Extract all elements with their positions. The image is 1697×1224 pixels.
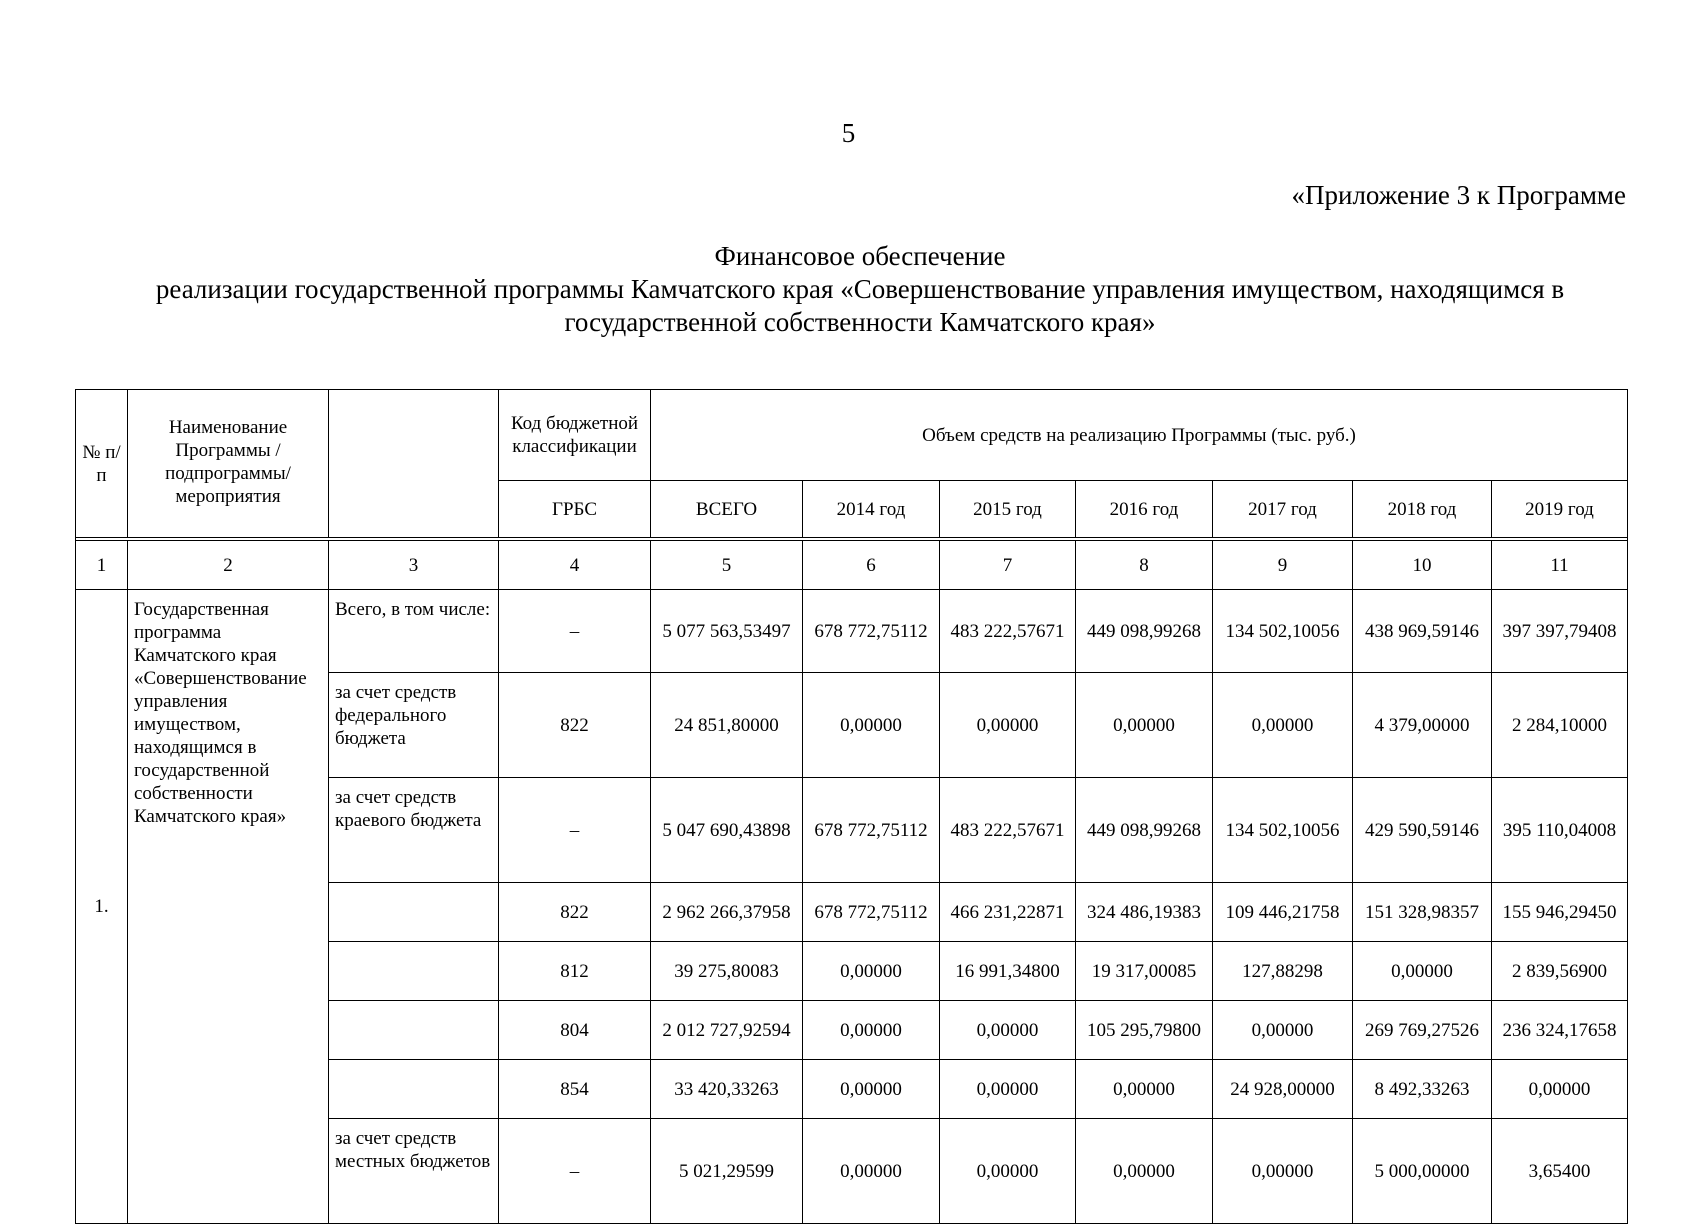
header-row-1 <box>76 390 1628 481</box>
amount-2017: 109 446,21758 <box>1213 883 1353 942</box>
grbs-code: 854 <box>499 1060 651 1119</box>
amount-2017: 0,00000 <box>1213 1001 1353 1060</box>
funding-source: за счет средств федерального бюджета <box>329 673 499 778</box>
amount-2019: 2 284,10000 <box>1492 673 1628 778</box>
funding-source: за счет средств местных бюджетов <box>329 1119 499 1224</box>
header-year: 2018 год <box>1353 481 1492 538</box>
amount-2014: 0,00000 <box>803 1119 940 1224</box>
amount-2019: 397 397,79408 <box>1492 590 1628 673</box>
amount-2016: 19 317,00085 <box>1076 942 1213 1001</box>
table-row <box>76 590 1628 673</box>
funding-source <box>329 1060 499 1119</box>
amount-2015: 16 991,34800 <box>940 942 1076 1001</box>
document-title <box>85 240 1635 339</box>
amount-total: 33 420,33263 <box>651 1060 803 1119</box>
funding-source: Всего, в том числе: <box>329 590 499 673</box>
amount-2015: 483 222,57671 <box>940 590 1076 673</box>
amount-2015: 0,00000 <box>940 673 1076 778</box>
amount-2016: 324 486,19383 <box>1076 883 1213 942</box>
amount-2017: 24 928,00000 <box>1213 1060 1353 1119</box>
header-year: 2016 год <box>1076 481 1213 538</box>
amount-2016: 449 098,99268 <box>1076 778 1213 883</box>
amount-total: 24 851,80000 <box>651 673 803 778</box>
grbs-code: 822 <box>499 883 651 942</box>
header-year: 2017 год <box>1213 481 1353 538</box>
amount-2019: 236 324,17658 <box>1492 1001 1628 1060</box>
amount-2014: 678 772,75112 <box>803 778 940 883</box>
amount-2018: 5 000,00000 <box>1353 1119 1492 1224</box>
amount-2016: 0,00000 <box>1076 1060 1213 1119</box>
amount-2017: 127,88298 <box>1213 942 1353 1001</box>
amount-2016: 449 098,99268 <box>1076 590 1213 673</box>
financing-table <box>75 389 1628 1224</box>
amount-2015: 0,00000 <box>940 1060 1076 1119</box>
amount-2019: 3,65400 <box>1492 1119 1628 1224</box>
column-number: 9 <box>1213 541 1353 590</box>
row-number: 1. <box>76 590 128 1224</box>
amount-2016: 105 295,79800 <box>1076 1001 1213 1060</box>
amount-total: 2 962 266,37958 <box>651 883 803 942</box>
title-line-2: реализации государственной программы Камчатского края «Совершенствование управления имуществом, находящимся в <box>155 274 1565 304</box>
amount-2014: 678 772,75112 <box>803 883 940 942</box>
column-number: 5 <box>651 541 803 590</box>
amount-2018: 0,00000 <box>1353 942 1492 1001</box>
header-year: 2015 год <box>940 481 1076 538</box>
amount-2015: 466 231,22871 <box>940 883 1076 942</box>
amount-2017: 0,00000 <box>1213 673 1353 778</box>
amount-2018: 8 492,33263 <box>1353 1060 1492 1119</box>
column-number: 11 <box>1492 541 1628 590</box>
header-num: № п/п <box>76 390 128 538</box>
header-code: Код бюджетной классификации <box>499 390 651 481</box>
amount-total: 5 047 690,43898 <box>651 778 803 883</box>
column-number: 7 <box>940 541 1076 590</box>
amount-2014: 0,00000 <box>803 1060 940 1119</box>
column-number: 6 <box>803 541 940 590</box>
funding-source <box>329 942 499 1001</box>
column-number: 1 <box>76 541 128 590</box>
title-line-3: государственной собственности Камчатского края» <box>564 307 1156 337</box>
amount-2018: 429 590,59146 <box>1353 778 1492 883</box>
column-number: 8 <box>1076 541 1213 590</box>
grbs-code: 812 <box>499 942 651 1001</box>
amount-2014: 678 772,75112 <box>803 590 940 673</box>
column-number-row <box>76 541 1628 590</box>
funding-source: за счет средств краевого бюджета <box>329 778 499 883</box>
header-grbs: ГРБС <box>499 481 651 538</box>
amount-2016: 0,00000 <box>1076 1119 1213 1224</box>
amount-2017: 134 502,10056 <box>1213 778 1353 883</box>
grbs-code: – <box>499 778 651 883</box>
amount-2017: 0,00000 <box>1213 1119 1353 1224</box>
amount-2019: 0,00000 <box>1492 1060 1628 1119</box>
column-number: 3 <box>329 541 499 590</box>
amount-2018: 438 969,59146 <box>1353 590 1492 673</box>
amount-total: 2 012 727,92594 <box>651 1001 803 1060</box>
amount-2019: 395 110,04008 <box>1492 778 1628 883</box>
amount-total: 5 021,29599 <box>651 1119 803 1224</box>
amount-total: 39 275,80083 <box>651 942 803 1001</box>
header-total: ВСЕГО <box>651 481 803 538</box>
amount-2018: 4 379,00000 <box>1353 673 1492 778</box>
amount-2019: 2 839,56900 <box>1492 942 1628 1001</box>
header-name: Наименование Программы /подпрограммы/ мероприятия <box>128 390 329 538</box>
amount-total: 5 077 563,53497 <box>651 590 803 673</box>
title-line-1: Финансовое обеспечение <box>714 241 1006 271</box>
column-number: 2 <box>128 541 329 590</box>
grbs-code: 804 <box>499 1001 651 1060</box>
amount-2015: 0,00000 <box>940 1119 1076 1224</box>
amount-2014: 0,00000 <box>803 942 940 1001</box>
amount-2017: 134 502,10056 <box>1213 590 1353 673</box>
program-name: Государственная программа Камчатского края «Совершенствование управления имуществом, находящимся в государственной собственности Камчатского края» <box>128 590 329 1224</box>
amount-2014: 0,00000 <box>803 673 940 778</box>
column-number: 10 <box>1353 541 1492 590</box>
amount-2015: 0,00000 <box>940 1001 1076 1060</box>
amount-2018: 269 769,27526 <box>1353 1001 1492 1060</box>
amount-2016: 0,00000 <box>1076 673 1213 778</box>
amount-2015: 483 222,57671 <box>940 778 1076 883</box>
header-year: 2014 год <box>803 481 940 538</box>
appendix-label: «Приложение 3 к Программе <box>1291 180 1626 210</box>
funding-source <box>329 883 499 942</box>
grbs-code: – <box>499 1119 651 1224</box>
amount-2018: 151 328,98357 <box>1353 883 1492 942</box>
column-number: 4 <box>499 541 651 590</box>
header-year: 2019 год <box>1492 481 1628 538</box>
funding-source <box>329 1001 499 1060</box>
grbs-code: 822 <box>499 673 651 778</box>
grbs-code: – <box>499 590 651 673</box>
header-col3 <box>329 390 499 538</box>
header-volume: Объем средств на реализацию Программы (тыс. руб.) <box>651 390 1628 481</box>
amount-2014: 0,00000 <box>803 1001 940 1060</box>
page-number: 5 <box>841 118 856 148</box>
amount-2019: 155 946,29450 <box>1492 883 1628 942</box>
